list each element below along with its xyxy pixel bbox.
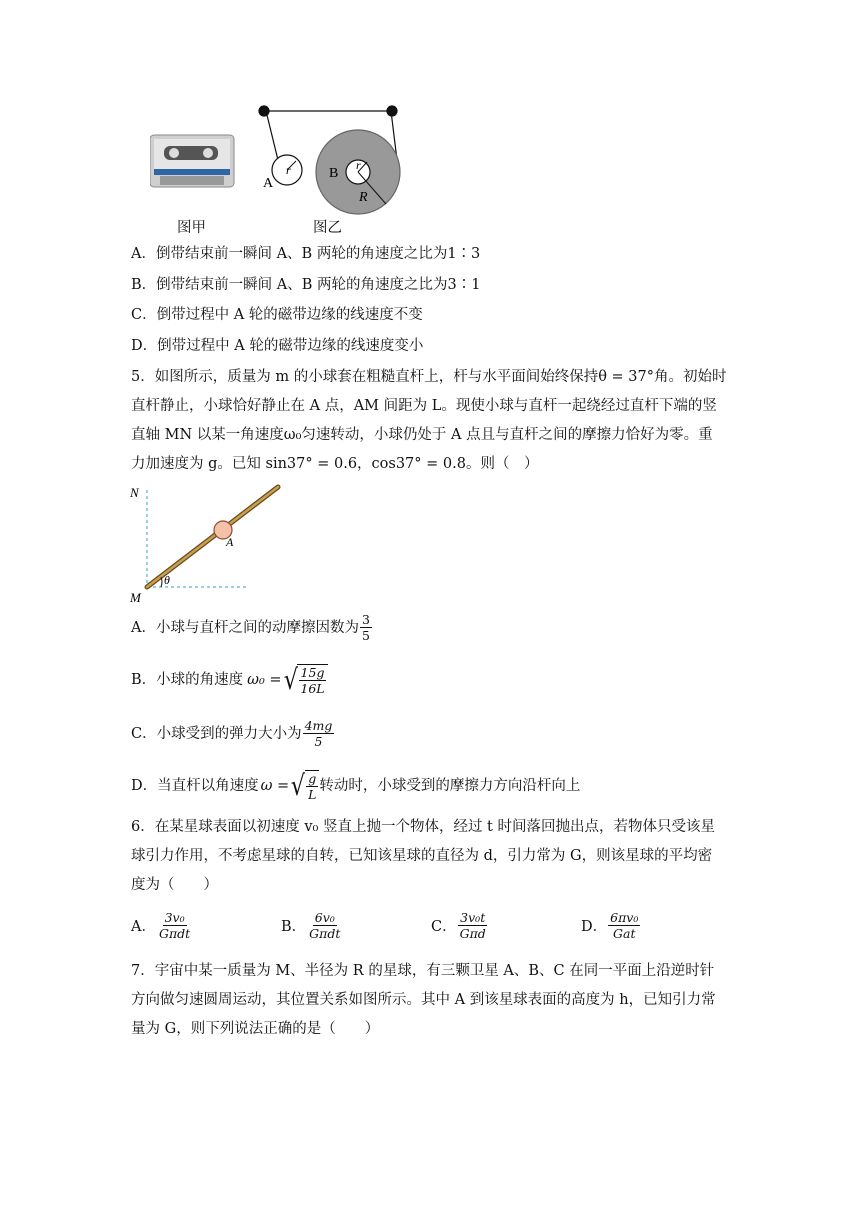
q6-option-c [431, 910, 489, 941]
q5-option-c [131, 718, 335, 749]
q6-line2: 球引力作用，不考虑星球的自转，已知该星球的直径为 d，引力常为 G，则该星球的平均密 [131, 848, 713, 864]
label-B: B [329, 166, 339, 181]
option-label: D． [581, 919, 608, 935]
sqrt-expression: √ $\frac{g}{L}$ [289, 770, 319, 802]
fraction [157, 910, 192, 941]
label-A: A [263, 176, 274, 191]
label-r-a: r [286, 163, 291, 177]
option-label: C． [431, 919, 457, 935]
q5-line1: 5．如图所示，质量为 m 的小球套在粗糙直杆上，杆与水平面间始终保持θ = 37°角。初始时 [131, 369, 727, 385]
q5-option-b [131, 664, 328, 696]
denominator: L [308, 787, 317, 802]
denominator: Gπd [459, 926, 486, 941]
label-r-b: r [356, 158, 361, 172]
numerator: 4mg [304, 718, 333, 733]
numerator: 3v₀t [460, 910, 486, 925]
q7-line3: 量为 G，则下列说法正确的是（ ） [131, 1021, 380, 1037]
caption-left: 图甲 [177, 220, 206, 236]
q6-option-d [581, 910, 641, 941]
q7-line1: 7．宇宙中某一质量为 M、半径为 R 的星球，有三颗卫星 A、B、C 在同一平面上沿逆时针 [131, 963, 715, 979]
denominator: Gπdt [158, 926, 191, 941]
numerator: 3 [361, 612, 370, 627]
numerator: 6πv₀ [610, 910, 639, 925]
q5-option-b-text: B．小球的角速度 [131, 672, 244, 688]
fraction [458, 910, 488, 941]
q5-line3: 直轴 MN 以某一角速度ω₀匀速转动，小球仍处于 A 点且与直杆之间的摩擦力恰好为零。重 [131, 427, 713, 443]
q5-line2: 直杆静止，小球恰好静止在 A 点，AM 间距为 L。现使小球与直杆一起绕经过直杆下端的竖 [131, 398, 717, 414]
cassette-photo [150, 135, 234, 187]
q6-option-b [281, 910, 343, 941]
q4-option-a: A．倒带结束前一瞬间 A、B 两轮的角速度之比为1∶3 [131, 246, 481, 262]
label-M: M [130, 590, 141, 605]
denominator: Gat [613, 926, 636, 941]
rod-figure [128, 480, 298, 610]
q5-option-c-text: C．小球受到的弹力大小为 [131, 725, 302, 742]
omega0-lhs: ω₀ = [247, 672, 282, 688]
label-N: N [130, 485, 139, 500]
q5-option-d [131, 770, 580, 802]
q4-option-b: B．倒带结束前一瞬间 A、B 两轮的角速度之比为3∶1 [131, 277, 481, 293]
numerator: g [308, 771, 317, 786]
denominator: 16L [300, 681, 325, 696]
option-label: B． [281, 919, 307, 935]
denominator: 5 [314, 734, 323, 749]
q4-option-c: C．倒带过程中 A 轮的磁带边缘的线速度不变 [131, 307, 423, 323]
denominator: 5 [361, 628, 370, 643]
label-theta: θ [164, 573, 170, 587]
q5-line4: 力加速度为 g。已知 sin37° = 0.6，cos37° = 0.8。则（ ） [131, 456, 539, 472]
caption-right: 图乙 [313, 220, 342, 236]
q4-option-d: D．倒带过程中 A 轮的磁带边缘的线速度变小 [131, 338, 424, 354]
q6-line1: 6．在某星球表面以初速度 v₀ 竖直上抛一个物体，经过 t 时间落回抛出点，若物体只受该星 [131, 819, 715, 835]
label-A-ball: A [226, 535, 234, 549]
fraction [608, 910, 640, 941]
tape-wheels [259, 106, 400, 214]
q5-option-d-text2: 转动时，小球受到的摩擦力方向沿杆向上 [319, 778, 581, 794]
numerator: 15g [300, 665, 325, 680]
fraction [303, 718, 335, 749]
fraction [360, 612, 372, 643]
sqrt-expression: √ $\frac{15g}{16L}$ [282, 664, 328, 696]
q5-option-a [131, 612, 373, 643]
label-R: R [359, 190, 368, 205]
denominator: Gπdt [309, 926, 341, 941]
q7-line2: 方向做匀速圆周运动，其位置关系如图所示。其中 A 到该星球表面的高度为 h，已知引力常 [131, 992, 716, 1008]
option-label: A． [131, 919, 156, 935]
omega-lhs: ω = [260, 778, 290, 794]
numerator: 6v₀ [314, 910, 335, 925]
q5-option-a-text: A．小球与直杆之间的动摩擦因数为 [131, 619, 359, 636]
q5-option-d-text1: D．当直杆以角速度 [131, 778, 259, 794]
q6-line3: 度为（ ） [131, 877, 218, 893]
fraction [307, 910, 342, 941]
q6-option-a [131, 910, 193, 941]
numerator: 3v₀ [164, 910, 185, 925]
